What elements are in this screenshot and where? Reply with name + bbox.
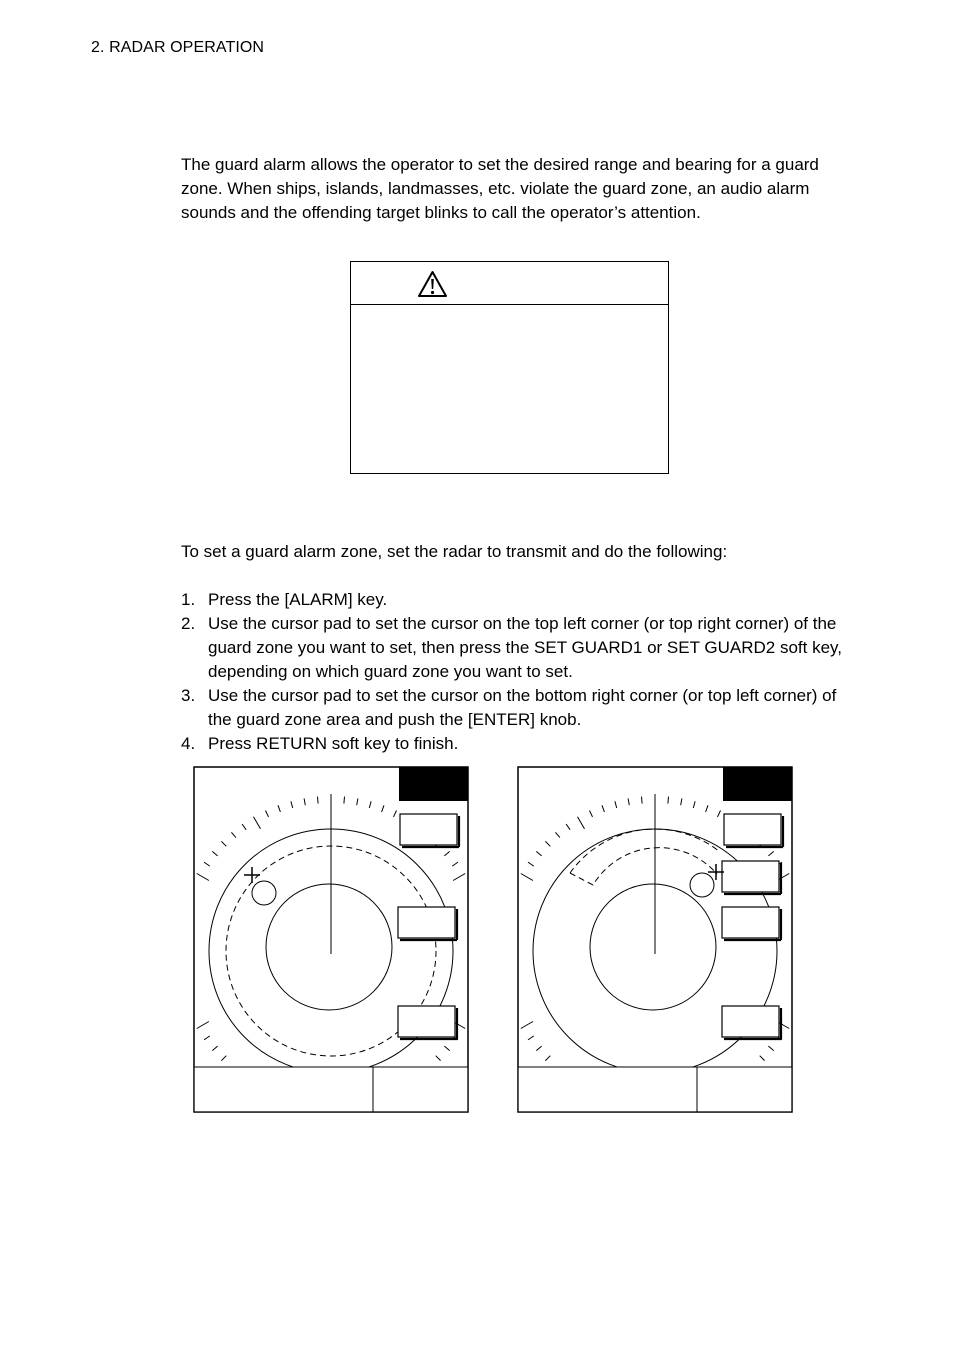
bearing-tick	[642, 797, 643, 804]
bearing-tick	[318, 797, 319, 804]
soft-key-box	[400, 814, 457, 845]
step-text: Use the cursor pad to set the cursor on the top left corner (or top right corner) of the guard zone you want to set, then press the SET GUARD1 or SET GUARD2 soft key, depending on which guard zone you want to set.	[208, 614, 843, 681]
soft-key-box	[724, 814, 781, 845]
step-item	[181, 588, 846, 612]
soft-key-box	[722, 1006, 779, 1037]
step-text: Use the cursor pad to set the cursor on the bottom right corner (or top left corner) of the guard zone area and push the [ENTER] knob.	[208, 686, 837, 729]
setup-intro-text: To set a guard alarm zone, set the radar to transmit and do the following:	[181, 542, 728, 561]
step-number: 2.	[181, 614, 196, 633]
warning-box	[350, 261, 669, 474]
soft-key-box	[722, 861, 779, 892]
step-number: 1.	[181, 590, 196, 609]
top-right-black-box	[723, 767, 792, 801]
bottom-panel-background	[518, 1067, 792, 1112]
step-item	[181, 732, 846, 756]
intro-text: The guard alarm allows the operator to set the desired range and bearing for a guard zone. When ships, islands, landmasses, etc. violate the guard zone, an audio alarm sounds and the offending target blinks to call the operator’s attention.	[181, 155, 819, 222]
warning-header	[351, 262, 668, 305]
soft-key-box	[398, 907, 455, 938]
bottom-panel-background	[194, 1067, 468, 1112]
target-circle	[252, 881, 276, 905]
bearing-tick	[668, 797, 669, 804]
step-text: Press RETURN soft key to finish.	[208, 734, 459, 753]
radar-screen-figure-right	[517, 766, 793, 1114]
radar-screen-figure-left	[193, 766, 469, 1114]
top-right-black-box	[399, 767, 468, 801]
soft-key-box	[722, 907, 779, 938]
step-number: 3.	[181, 686, 196, 705]
step-item	[181, 684, 846, 732]
warning-triangle-icon	[417, 270, 448, 298]
page-header: 2. RADAR OPERATION	[91, 39, 265, 56]
bearing-tick	[344, 797, 345, 804]
step-number: 4.	[181, 734, 196, 753]
intro-paragraph	[181, 153, 831, 225]
step-text: Press the [ALARM] key.	[208, 590, 388, 609]
setup-intro-paragraph	[181, 540, 831, 564]
step-item	[181, 612, 846, 684]
target-circle	[690, 873, 714, 897]
soft-key-box	[398, 1006, 455, 1037]
procedure-steps	[181, 588, 846, 756]
